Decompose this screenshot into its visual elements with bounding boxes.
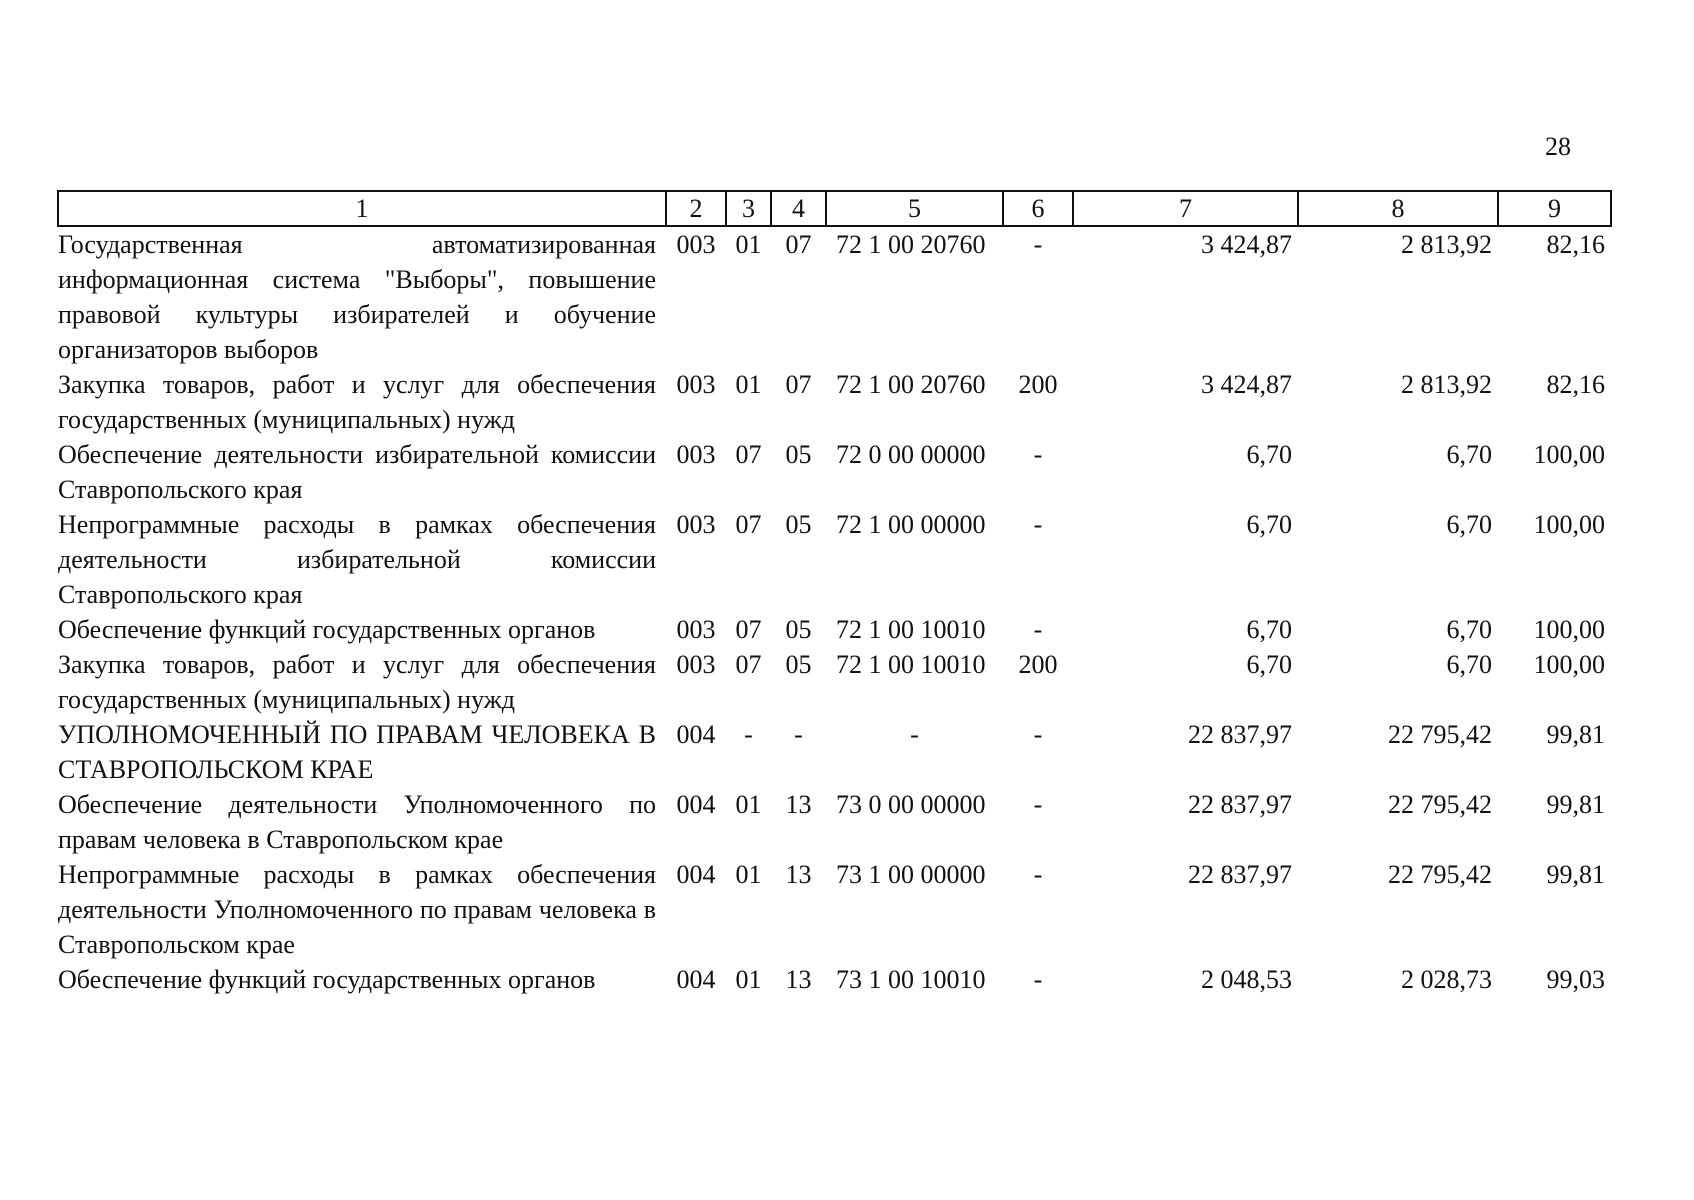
cell-percent: 100,00 <box>1533 650 1605 679</box>
cell-executed: 2 813,92 <box>1401 230 1492 259</box>
cell-executed: 2 028,73 <box>1401 965 1492 994</box>
cell-executed: 6,70 <box>1446 615 1492 644</box>
cell-planned: 22 837,97 <box>1188 720 1292 749</box>
cell-percent: 99,81 <box>1546 720 1605 749</box>
cell-admin-code: 004 <box>676 965 716 994</box>
header-cell: 8 <box>1298 191 1498 226</box>
page-number: 28 <box>1545 132 1571 161</box>
table-row <box>58 717 1611 787</box>
cell-target-article: 72 1 00 20760 <box>836 370 986 399</box>
cell-planned: 3 424,87 <box>1201 370 1292 399</box>
cell-subsection: - <box>794 720 803 749</box>
cell-percent: 100,00 <box>1533 440 1605 469</box>
cell-expense-type: - <box>1033 510 1043 539</box>
header-cell: 6 <box>1003 191 1073 226</box>
table-row <box>58 367 1611 437</box>
cell-section: 01 <box>735 790 762 819</box>
cell-subsection: 05 <box>785 440 812 469</box>
row-name: Непрограммные расходы в рамках обеспечения деятельности Уполномоченного по правам человека в Ставропольском крае <box>58 860 656 959</box>
cell-planned: 6,70 <box>1246 650 1292 679</box>
table-row <box>58 226 1611 367</box>
header-cell: 7 <box>1073 191 1298 226</box>
cell-planned: 6,70 <box>1246 615 1292 644</box>
cell-expense-type: 200 <box>1018 370 1058 399</box>
cell-admin-code: 003 <box>676 615 716 644</box>
cell-section: 07 <box>735 440 762 469</box>
cell-planned: 22 837,97 <box>1188 790 1292 819</box>
cell-section: 01 <box>735 370 762 399</box>
cell-expense-type: - <box>1033 860 1043 889</box>
header-cell: 4 <box>771 191 826 226</box>
cell-planned: 2 048,53 <box>1201 965 1292 994</box>
cell-section: 01 <box>735 965 762 994</box>
cell-expense-type: - <box>1033 615 1043 644</box>
cell-percent: 99,03 <box>1546 965 1605 994</box>
header-cell: 2 <box>666 191 726 226</box>
cell-subsection: 13 <box>785 860 812 889</box>
cell-percent: 99,81 <box>1546 860 1605 889</box>
cell-percent: 82,16 <box>1546 230 1605 259</box>
cell-target-article: - <box>910 720 919 749</box>
cell-subsection: 05 <box>785 615 812 644</box>
cell-executed: 22 795,42 <box>1388 720 1492 749</box>
cell-section: 07 <box>735 650 762 679</box>
row-name: Обеспечение деятельности Уполномоченного по правам человека в Ставропольском крае <box>58 790 656 854</box>
cell-percent: 82,16 <box>1546 370 1605 399</box>
cell-admin-code: 004 <box>676 790 716 819</box>
cell-subsection: 07 <box>785 370 812 399</box>
cell-target-article: 72 1 00 20760 <box>836 230 986 259</box>
table-row <box>58 507 1611 612</box>
cell-percent: 99,81 <box>1546 790 1605 819</box>
cell-subsection: 05 <box>785 650 812 679</box>
table-row <box>58 962 1611 997</box>
cell-section: 07 <box>735 615 762 644</box>
header-cell: 3 <box>726 191 771 226</box>
row-name: УПОЛНОМОЧЕННЫЙ ПО ПРАВАМ ЧЕЛОВЕКА В СТАВРОПОЛЬСКОМ КРАЕ <box>58 720 656 784</box>
header-cell: 1 <box>58 191 666 226</box>
header-cell: 5 <box>826 191 1003 226</box>
cell-executed: 6,70 <box>1446 650 1492 679</box>
cell-percent: 100,00 <box>1533 615 1605 644</box>
cell-executed: 6,70 <box>1446 510 1492 539</box>
table-row <box>58 647 1611 717</box>
table-row <box>58 787 1611 857</box>
cell-admin-code: 003 <box>676 370 716 399</box>
cell-executed: 6,70 <box>1446 440 1492 469</box>
cell-target-article: 73 1 00 00000 <box>836 860 986 889</box>
cell-target-article: 72 1 00 00000 <box>836 510 986 539</box>
header-cell: 9 <box>1498 191 1611 226</box>
row-name: Обеспечение функций государственных органов <box>58 965 596 994</box>
cell-admin-code: 003 <box>676 230 716 259</box>
cell-expense-type: - <box>1033 440 1043 469</box>
row-name: Закупка товаров, работ и услуг для обеспечения государственных (муниципальных) нужд <box>58 370 656 434</box>
table-row <box>58 612 1611 647</box>
cell-executed: 22 795,42 <box>1388 860 1492 889</box>
cell-section: 01 <box>735 230 762 259</box>
row-name: Непрограммные расходы в рамках обеспечения деятельности избирательной комиссии Ставропольского края <box>58 510 656 609</box>
table-row <box>58 437 1611 507</box>
cell-section: 07 <box>735 510 762 539</box>
cell-planned: 6,70 <box>1246 510 1292 539</box>
cell-planned: 22 837,97 <box>1188 860 1292 889</box>
cell-planned: 3 424,87 <box>1201 230 1292 259</box>
cell-section: 01 <box>735 860 762 889</box>
header-row <box>58 191 1611 226</box>
budget-table <box>57 190 1612 997</box>
cell-percent: 100,00 <box>1533 510 1605 539</box>
cell-admin-code: 004 <box>676 720 716 749</box>
cell-executed: 22 795,42 <box>1388 790 1492 819</box>
cell-subsection: 05 <box>785 510 812 539</box>
cell-target-article: 72 1 00 10010 <box>836 615 986 644</box>
cell-admin-code: 003 <box>676 650 716 679</box>
row-name: Обеспечение деятельности избирательной комиссии Ставропольского края <box>58 440 656 504</box>
cell-subsection: 13 <box>785 965 812 994</box>
cell-executed: 2 813,92 <box>1401 370 1492 399</box>
cell-expense-type: - <box>1033 965 1043 994</box>
row-name: Государственная автоматизированная информационная система "Выборы", повышение правовой культуры избирателей и обучение организаторов выборов <box>58 230 656 364</box>
row-name: Закупка товаров, работ и услуг для обеспечения государственных (муниципальных) нужд <box>58 650 656 714</box>
cell-expense-type: - <box>1033 230 1043 259</box>
cell-admin-code: 004 <box>676 860 716 889</box>
cell-target-article: 72 0 00 00000 <box>836 440 986 469</box>
cell-planned: 6,70 <box>1246 440 1292 469</box>
cell-subsection: 07 <box>785 230 812 259</box>
cell-admin-code: 003 <box>676 440 716 469</box>
cell-expense-type: - <box>1033 720 1043 749</box>
cell-expense-type: - <box>1033 790 1043 819</box>
cell-section: - <box>744 720 753 749</box>
cell-target-article: 73 0 00 00000 <box>836 790 986 819</box>
table-row <box>58 857 1611 962</box>
cell-subsection: 13 <box>785 790 812 819</box>
cell-target-article: 73 1 00 10010 <box>836 965 986 994</box>
cell-admin-code: 003 <box>676 510 716 539</box>
row-name: Обеспечение функций государственных органов <box>58 615 596 644</box>
cell-expense-type: 200 <box>1018 650 1058 679</box>
cell-target-article: 72 1 00 10010 <box>836 650 986 679</box>
